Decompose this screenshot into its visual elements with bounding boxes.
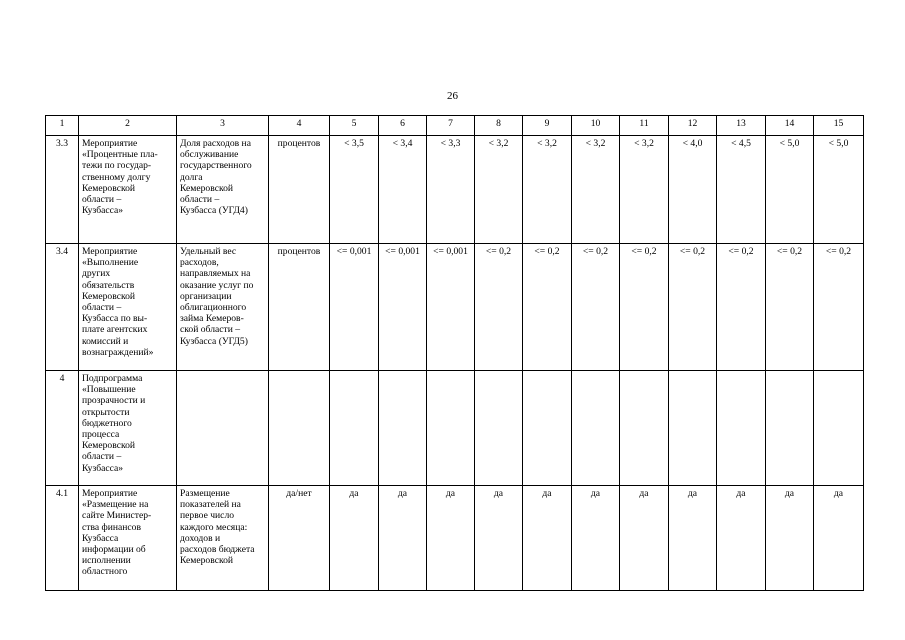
value-cell: да bbox=[379, 486, 427, 591]
value-cell: < 4,0 bbox=[669, 136, 717, 244]
value-cell: < 4,5 bbox=[717, 136, 766, 244]
indicators-table bbox=[45, 115, 864, 591]
value-cell bbox=[572, 371, 620, 486]
value-cell: да bbox=[766, 486, 814, 591]
value-cell: <= 0,001 bbox=[379, 244, 427, 371]
column-header: 6 bbox=[379, 116, 427, 136]
unit-cell: процентов bbox=[269, 136, 330, 244]
column-header: 1 bbox=[46, 116, 79, 136]
table-row bbox=[46, 486, 864, 591]
value-cell: < 3,2 bbox=[572, 136, 620, 244]
value-cell: <= 0,2 bbox=[717, 244, 766, 371]
row-number: 3.3 bbox=[46, 136, 79, 244]
indicator-cell: Удельный вес расходов, направляемых на оказание услуг по организации облигационного займа Кемеров- ской области – Кузбасса (УГД5) bbox=[177, 244, 269, 371]
column-header: 7 bbox=[427, 116, 475, 136]
value-cell: да bbox=[669, 486, 717, 591]
unit-cell: процентов bbox=[269, 244, 330, 371]
value-cell: < 3,3 bbox=[427, 136, 475, 244]
table-row bbox=[46, 244, 864, 371]
column-header: 5 bbox=[330, 116, 379, 136]
activity-cell: Подпрограмма «Повышение прозрачности и открытости бюджетного процесса Кемеровской области – Кузбасса» bbox=[79, 371, 177, 486]
column-header: 2 bbox=[79, 116, 177, 136]
value-cell bbox=[717, 371, 766, 486]
value-cell: <= 0,2 bbox=[523, 244, 572, 371]
page-number: 26 bbox=[447, 90, 458, 102]
value-cell: <= 0,001 bbox=[427, 244, 475, 371]
value-cell: да bbox=[620, 486, 669, 591]
value-cell: < 3,2 bbox=[523, 136, 572, 244]
value-cell: да bbox=[523, 486, 572, 591]
column-header: 8 bbox=[475, 116, 523, 136]
column-header: 12 bbox=[669, 116, 717, 136]
column-header: 4 bbox=[269, 116, 330, 136]
column-header: 15 bbox=[814, 116, 864, 136]
unit-cell bbox=[269, 371, 330, 486]
value-cell: да bbox=[427, 486, 475, 591]
indicator-cell: Доля расходов на обслуживание государственного долга Кемеровской области – Кузбасса (УГД4) bbox=[177, 136, 269, 244]
value-cell: <= 0,2 bbox=[669, 244, 717, 371]
value-cell: да bbox=[572, 486, 620, 591]
column-header: 10 bbox=[572, 116, 620, 136]
value-cell bbox=[523, 371, 572, 486]
value-cell: <= 0,001 bbox=[330, 244, 379, 371]
table-header-row bbox=[46, 116, 864, 136]
value-cell: <= 0,2 bbox=[475, 244, 523, 371]
value-cell: < 5,0 bbox=[814, 136, 864, 244]
indicator-cell bbox=[177, 371, 269, 486]
row-number: 3.4 bbox=[46, 244, 79, 371]
value-cell bbox=[475, 371, 523, 486]
table-row bbox=[46, 136, 864, 244]
value-cell bbox=[427, 371, 475, 486]
activity-cell: Мероприятие «Процентные пла- тежи по государ- ственному долгу Кемеровской области – Кузбасса» bbox=[79, 136, 177, 244]
column-header: 14 bbox=[766, 116, 814, 136]
column-header: 3 bbox=[177, 116, 269, 136]
value-cell: да bbox=[717, 486, 766, 591]
value-cell: < 3,5 bbox=[330, 136, 379, 244]
value-cell: да bbox=[330, 486, 379, 591]
indicator-cell: Размещение показателей на первое число каждого месяца: доходов и расходов бюджета Кемеровской bbox=[177, 486, 269, 591]
value-cell: < 5,0 bbox=[766, 136, 814, 244]
value-cell: <= 0,2 bbox=[620, 244, 669, 371]
value-cell bbox=[814, 371, 864, 486]
value-cell: < 3,2 bbox=[475, 136, 523, 244]
value-cell: <= 0,2 bbox=[766, 244, 814, 371]
value-cell: да bbox=[814, 486, 864, 591]
column-header: 13 bbox=[717, 116, 766, 136]
column-header: 9 bbox=[523, 116, 572, 136]
value-cell: < 3,2 bbox=[620, 136, 669, 244]
activity-cell: Мероприятие «Выполнение других обязательств Кемеровской области – Кузбасса по вы- плате агентских комиссий и вознаграждений» bbox=[79, 244, 177, 371]
value-cell bbox=[766, 371, 814, 486]
value-cell bbox=[330, 371, 379, 486]
value-cell: да bbox=[475, 486, 523, 591]
value-cell: <= 0,2 bbox=[572, 244, 620, 371]
value-cell: < 3,4 bbox=[379, 136, 427, 244]
value-cell bbox=[620, 371, 669, 486]
value-cell bbox=[669, 371, 717, 486]
value-cell: <= 0,2 bbox=[814, 244, 864, 371]
activity-cell: Мероприятие «Размещение на сайте Министер- ства финансов Кузбасса информации об исполнении областного bbox=[79, 486, 177, 591]
value-cell bbox=[379, 371, 427, 486]
unit-cell: да/нет bbox=[269, 486, 330, 591]
column-header: 11 bbox=[620, 116, 669, 136]
row-number: 4 bbox=[46, 371, 79, 486]
row-number: 4.1 bbox=[46, 486, 79, 591]
table-row bbox=[46, 371, 864, 486]
